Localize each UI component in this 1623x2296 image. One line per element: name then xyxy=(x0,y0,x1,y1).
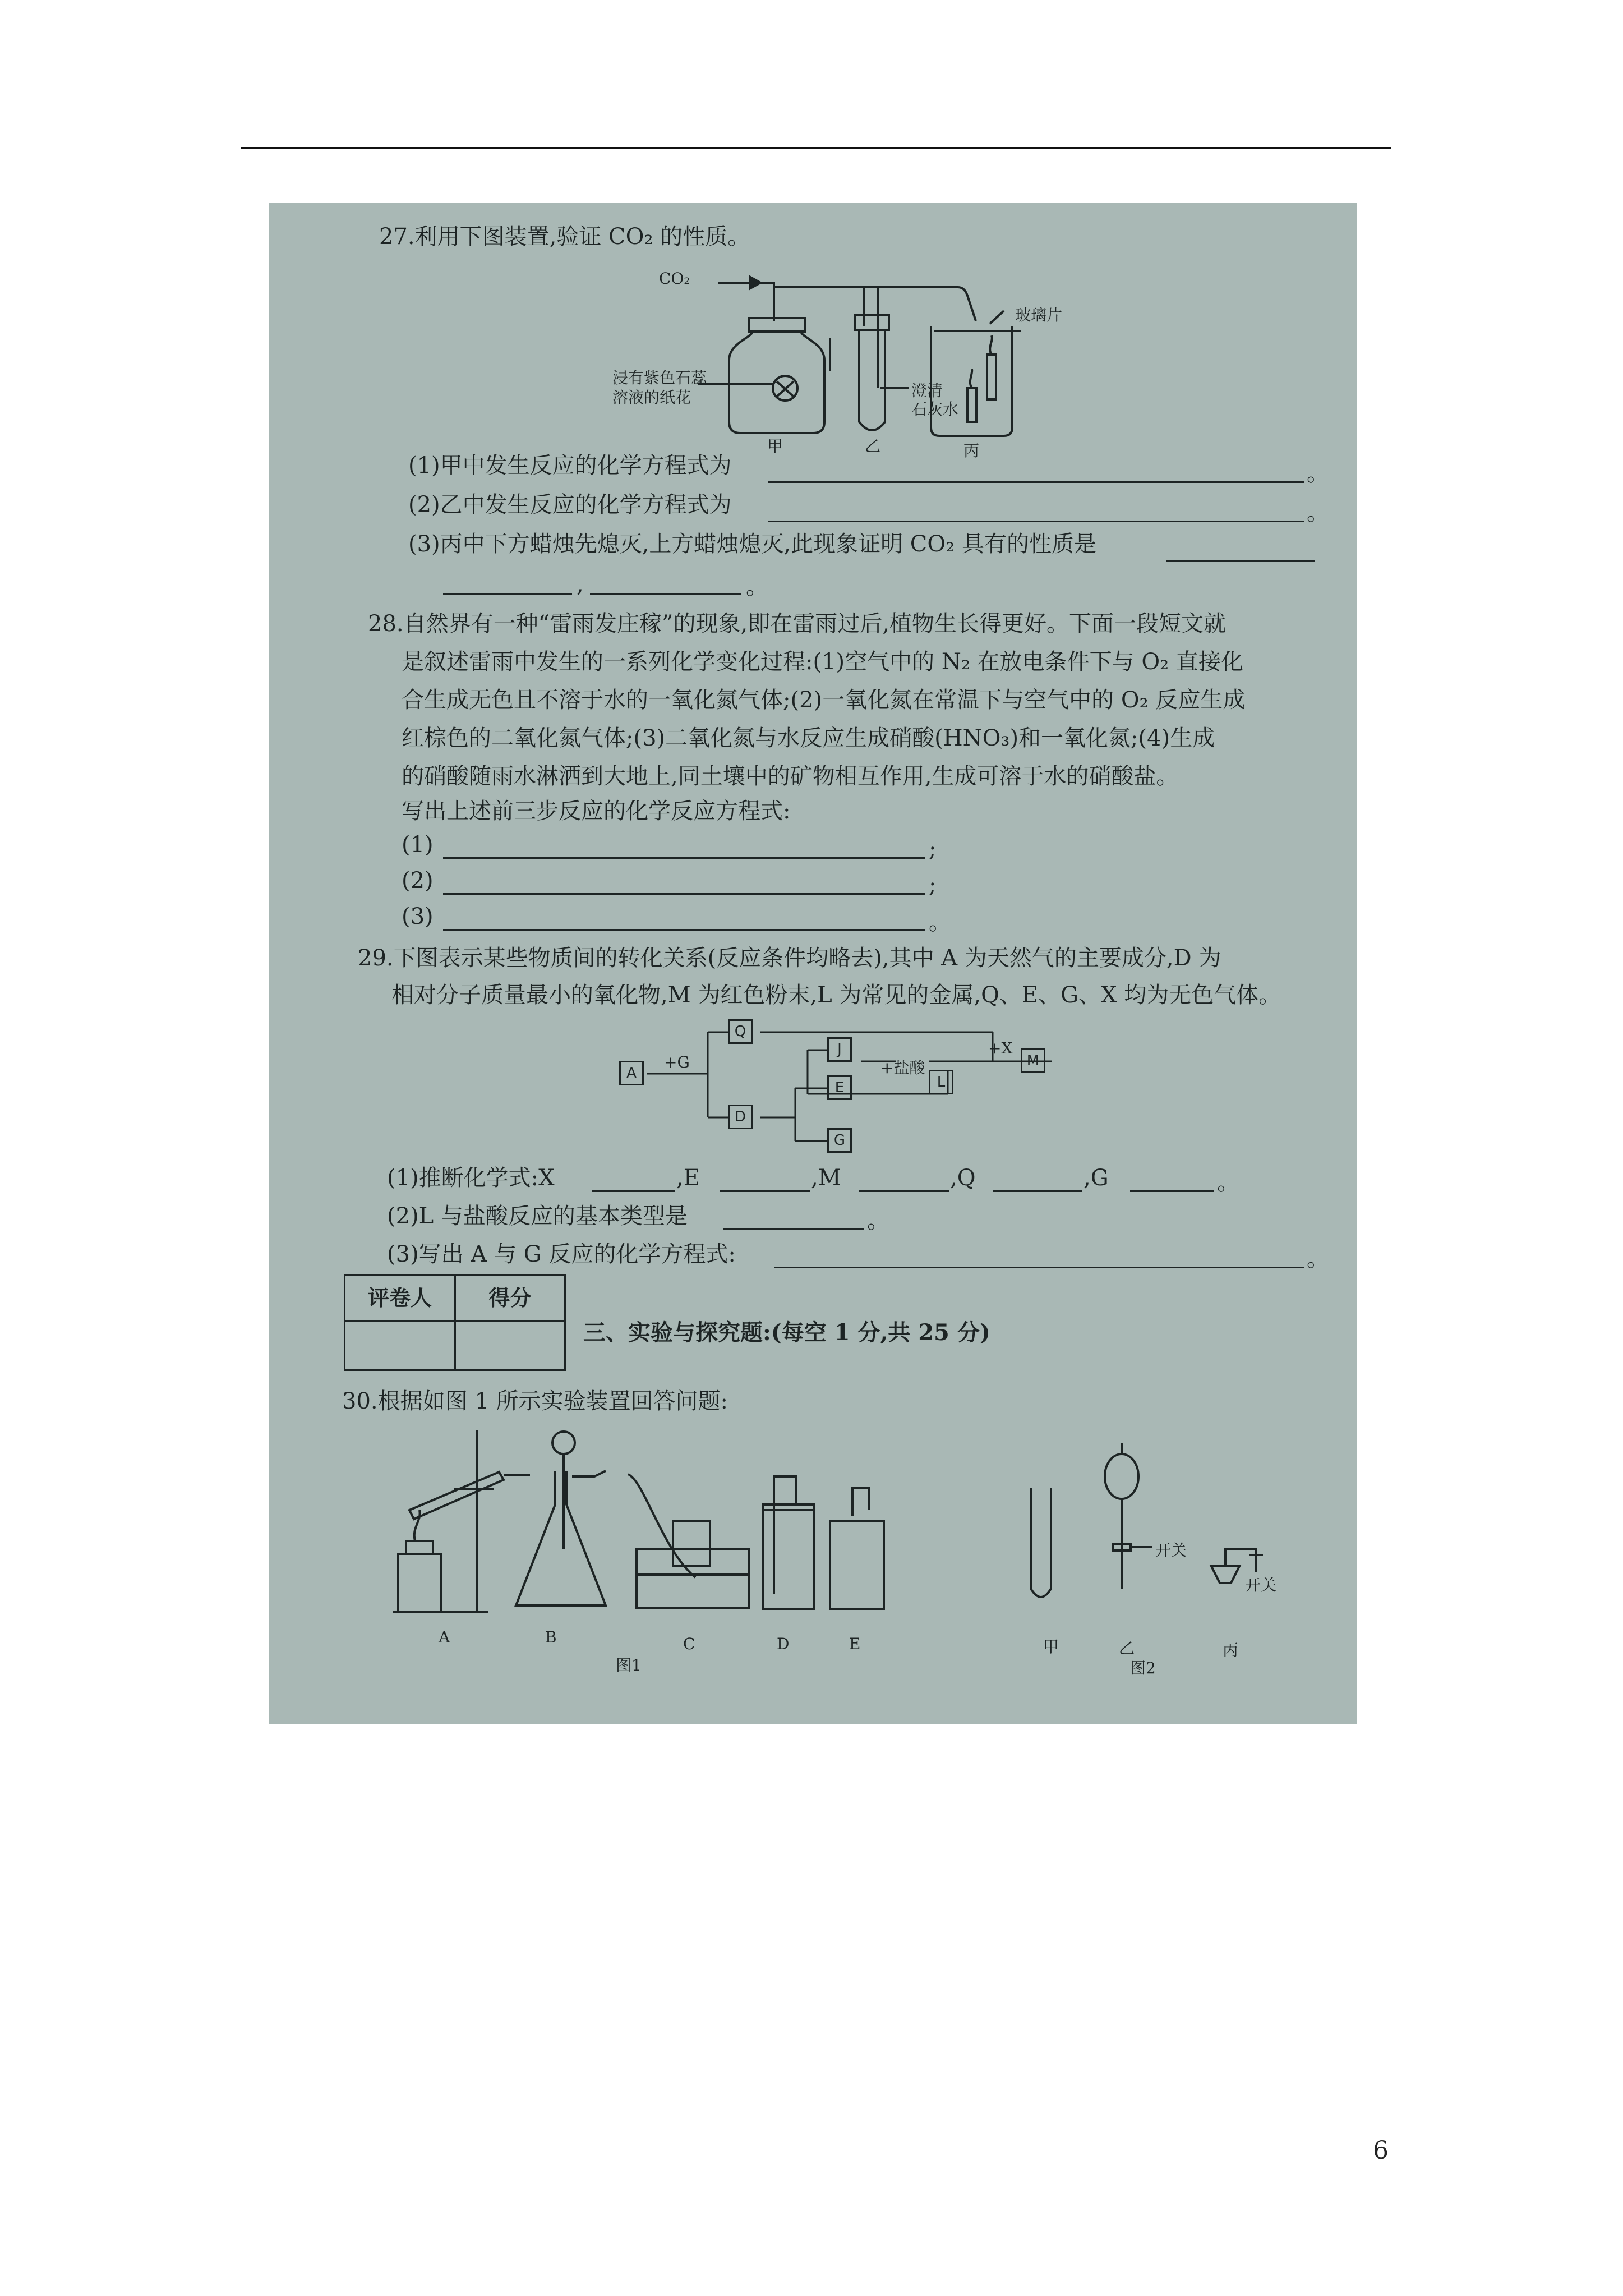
fig2-caption: 图2 xyxy=(1130,1659,1156,1677)
fig2-switch-label-yi: 开关 xyxy=(1155,1541,1187,1559)
q27-part3: (3)丙中下方蜡烛先熄灭,上方蜡烛熄灭,此现象证明 CO₂ 具有的性质是 xyxy=(408,531,1096,557)
q27-jia-label: 甲 xyxy=(767,437,783,455)
q27-paper-flower-label-1: 浸有紫色石蕊 xyxy=(612,369,707,387)
q29-node-m: M xyxy=(1021,1048,1045,1073)
q28-line-5: 的硝酸随雨水淋洒到大地上,同土壤中的矿物相互作用,生成可溶于水的硝酸盐。 xyxy=(402,763,1179,789)
fig1-label-d: D xyxy=(777,1635,790,1653)
q29-node-e: E xyxy=(827,1075,852,1100)
score-header: 得分 xyxy=(456,1276,564,1322)
q29-edge-g: +G xyxy=(664,1053,690,1071)
q29-part1-x: (1)推断化学式:X xyxy=(387,1165,555,1191)
q28-line-1: 28.自然界有一种“雷雨发庄稼”的现象,即在雷雨过后,植物生长得更好。下面一段短文就 xyxy=(368,611,1226,637)
q29-node-g: G xyxy=(827,1128,852,1153)
q27-part3-end: 。 xyxy=(746,574,768,600)
q29-node-l: L xyxy=(929,1070,953,1094)
q28-answer-2-semicolon: ; xyxy=(929,872,937,898)
q29-node-q: Q xyxy=(728,1019,753,1044)
q27-glass-label: 玻璃片 xyxy=(1015,306,1063,324)
q29-line-2: 相对分子质量最小的氧化物,M 为红色粉末,L 为常见的金属,Q、E、G、X 均为无色气体。 xyxy=(391,982,1281,1008)
q28-answer-3-label: (3) xyxy=(402,904,434,930)
q28-line-4: 红棕色的二氧化氮气体;(3)二氧化氮与水反应生成硝酸(HNO₃)和一氧化氮;(4)生成 xyxy=(402,725,1215,751)
q29-part3-end: 。 xyxy=(1307,1246,1329,1272)
q28-answer-1-label: (1) xyxy=(402,832,434,858)
q28-line-6: 写出上述前三步反应的化学反应方程式: xyxy=(402,798,791,824)
q27-title: 27.利用下图装置,验证 CO₂ 的性质。 xyxy=(379,224,750,250)
q29-part2: (2)L 与盐酸反应的基本类型是 xyxy=(387,1203,688,1229)
q29-part1-m: ,M xyxy=(811,1165,841,1191)
q29-part1-e: ,E xyxy=(676,1165,700,1191)
fig2-label-bing: 丙 xyxy=(1223,1641,1239,1659)
header-rule xyxy=(241,147,1391,149)
grader-header: 评卷人 xyxy=(345,1276,454,1322)
page-number: 6 xyxy=(1373,2136,1389,2165)
fig2-switch-label-bing: 开关 xyxy=(1245,1576,1277,1594)
q27-yi-label: 乙 xyxy=(865,437,881,455)
fig2-label-yi: 乙 xyxy=(1119,1639,1135,1658)
q29-line-1: 29.下图表示某些物质间的转化关系(反应条件均略去),其中 A 为天然气的主要成分,D 为 xyxy=(358,945,1221,971)
q29-edge-x: +X xyxy=(988,1039,1013,1057)
fig1-label-e: E xyxy=(849,1635,861,1653)
q28-answer-3-end: 。 xyxy=(929,909,951,935)
q27-limewater-label-2: 石灰水 xyxy=(911,400,959,418)
q28-answer-1-semicolon: ; xyxy=(929,836,937,862)
q29-node-d: D xyxy=(728,1105,753,1129)
q27-part1-end: 。 xyxy=(1307,461,1329,486)
q29-node-a: A xyxy=(619,1061,644,1085)
q27-paper-flower-label-2: 溶液的纸花 xyxy=(612,388,691,407)
q29-part1-q: ,Q xyxy=(950,1165,976,1191)
q28-answer-2-label: (2) xyxy=(402,868,434,894)
scanned-exam-photo xyxy=(269,203,1357,1724)
q29-part3: (3)写出 A 与 G 反应的化学方程式: xyxy=(387,1241,736,1267)
section-3-heading: 三、实验与探究题:(每空 1 分,共 25 分) xyxy=(583,1319,990,1346)
q27-co2-label: CO₂ xyxy=(659,269,690,288)
q29-edge-acid: +盐酸 xyxy=(880,1059,925,1077)
q30-title: 30.根据如图 1 所示实验装置回答问题: xyxy=(342,1388,728,1414)
fig2-label-jia: 甲 xyxy=(1043,1637,1059,1656)
q29-part1-end: 。 xyxy=(1217,1170,1239,1195)
q27-part3-comma: , xyxy=(577,572,584,597)
fig1-caption: 图1 xyxy=(616,1656,642,1674)
q27-part1: (1)甲中发生反应的化学方程式为 xyxy=(408,453,732,478)
q29-node-j: J xyxy=(827,1037,852,1062)
fig1-label-c: C xyxy=(683,1635,695,1653)
q28-line-3: 合生成无色且不溶于水的一氧化氮气体;(2)一氧化氮在常温下与空气中的 O₂ 反应生成 xyxy=(402,687,1246,713)
fig1-label-a: A xyxy=(439,1628,450,1646)
fig1-label-b: B xyxy=(545,1628,557,1646)
q29-part2-end: 。 xyxy=(867,1208,889,1234)
q27-part2: (2)乙中发生反应的化学方程式为 xyxy=(408,492,732,518)
q28-line-2: 是叙述雷雨中发生的一系列化学变化过程:(1)空气中的 N₂ 在放电条件下与 O₂ 直接化 xyxy=(402,649,1243,675)
q27-bing-label: 丙 xyxy=(963,441,980,460)
q27-part2-end: 。 xyxy=(1307,500,1329,526)
q30-figure-1-apparatus xyxy=(269,203,1357,1724)
q29-part1-g: ,G xyxy=(1083,1165,1109,1191)
q27-limewater-label-1: 澄清 xyxy=(911,381,943,400)
